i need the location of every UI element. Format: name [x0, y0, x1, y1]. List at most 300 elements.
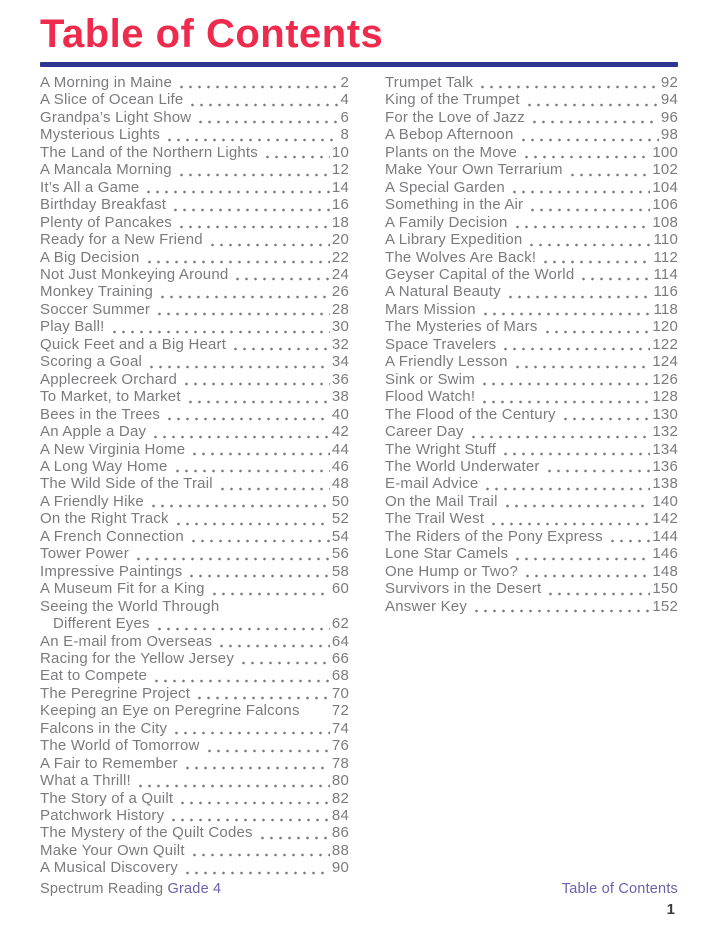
toc-entry-page: 86 — [331, 824, 349, 842]
toc-entry — [385, 441, 678, 458]
dot-leader — [210, 590, 330, 596]
toc-entry-page: 152 — [652, 597, 678, 615]
toc-entry-title: The Peregrine Project — [40, 684, 191, 702]
toc-entry-page: 150 — [652, 580, 678, 598]
dot-leader — [174, 520, 330, 526]
footer-section: Table of Contents — [561, 881, 678, 897]
toc-entry-title: A Library Expedition — [385, 231, 523, 249]
dot-leader — [501, 450, 650, 456]
toc-entry — [40, 685, 349, 702]
dot-leader — [217, 642, 330, 648]
toc-entry — [40, 772, 349, 789]
toc-entry-title: What a Thrill! — [40, 772, 131, 790]
dot-leader — [503, 502, 651, 508]
toc-entry-page: 14 — [331, 178, 349, 196]
toc-entry — [40, 161, 349, 178]
toc-entry — [385, 179, 678, 196]
toc-entry-title: Trumpet Talk — [385, 74, 474, 91]
toc-entry-title: Eat to Compete — [40, 667, 148, 685]
toc-entry — [40, 667, 349, 684]
toc-entry — [40, 720, 349, 737]
toc-entry-title: A Morning in Maine — [40, 74, 173, 91]
dot-leader — [149, 502, 330, 508]
dot-leader — [195, 694, 330, 700]
toc-entry-title: A Long Way Home — [40, 457, 168, 475]
dot-leader — [173, 467, 330, 473]
dot-leader — [186, 398, 330, 404]
toc-entry-title: Different Eyes — [53, 615, 150, 633]
toc-entry — [385, 74, 678, 91]
dot-leader — [177, 171, 330, 177]
toc-left-column — [40, 74, 349, 877]
toc-entry — [40, 249, 349, 266]
toc-entry-page: 76 — [331, 737, 349, 755]
toc-entry-title: It’s All a Game — [40, 178, 140, 196]
toc-entry-page: 100 — [652, 143, 678, 161]
toc-entry — [40, 475, 349, 492]
dot-leader — [169, 816, 330, 822]
footer-grade: Grade 4 — [167, 881, 222, 897]
dot-leader — [579, 275, 651, 281]
dot-leader — [561, 415, 651, 421]
toc-entry — [385, 598, 678, 615]
dot-leader — [472, 607, 650, 613]
toc-entry-page: 18 — [331, 213, 349, 231]
toc-entry-title: A Mancala Morning — [40, 161, 172, 179]
toc-entry — [40, 109, 349, 126]
toc-entry-page: 94 — [660, 91, 678, 109]
toc-entry — [385, 563, 678, 580]
toc-entry-title: Make Your Own Terrarium — [385, 161, 563, 179]
toc-entry — [385, 336, 678, 353]
toc-entry-page: 20 — [331, 231, 349, 249]
toc-entry-page: 22 — [331, 248, 349, 266]
toc-entry-page: 26 — [331, 283, 349, 301]
page-number: 1 — [666, 901, 675, 918]
toc-entry-title: Space Travelers — [385, 335, 497, 353]
toc-entry-title: Play Ball! — [40, 318, 105, 336]
toc-entry-page: 66 — [331, 649, 349, 667]
toc-entry-title: Something in the Air — [385, 196, 524, 214]
dot-leader — [165, 136, 338, 142]
toc-entry-page: 90 — [331, 859, 349, 877]
dot-leader — [513, 555, 650, 561]
toc-entry-page: 6 — [340, 108, 349, 126]
toc-entry-title: Bees in the Trees — [40, 405, 161, 423]
toc-entry-page: 34 — [331, 353, 349, 371]
dot-leader — [233, 275, 329, 281]
toc-entry-title: The Trail West — [385, 510, 485, 528]
toc-entry-title: A Big Decision — [40, 248, 140, 266]
toc-entry — [40, 388, 349, 405]
toc-entry — [385, 214, 678, 231]
toc-entry-title: Not Just Monkeying Around — [40, 265, 229, 283]
toc-entry-title: The Land of the Northern Lights — [40, 143, 259, 161]
page-content — [40, 0, 678, 877]
toc-entry — [385, 545, 678, 562]
toc-entry — [385, 371, 678, 388]
toc-entry — [40, 790, 349, 807]
dot-leader — [158, 293, 330, 299]
toc-entry — [385, 196, 678, 213]
toc-entry-title: The Flood of the Century — [385, 405, 556, 423]
toc-entry-title: Sink or Swim — [385, 370, 475, 388]
dot-leader — [263, 153, 330, 159]
toc-entry-title: Falcons in the City — [40, 719, 168, 737]
toc-entry-page: 118 — [653, 300, 678, 318]
toc-entry-title: A Bebop Afternoon — [385, 126, 514, 144]
toc-entry-page: 68 — [331, 667, 349, 685]
toc-entry-title: A New Virginia Home — [40, 440, 186, 458]
toc-entry-page: 104 — [652, 178, 678, 196]
dot-leader — [489, 520, 650, 526]
toc-entry-page: 98 — [660, 126, 678, 144]
dot-leader — [522, 153, 650, 159]
toc-entry — [40, 737, 349, 754]
toc-entry-page: 4 — [340, 91, 349, 109]
toc-entry — [40, 266, 349, 283]
dot-leader — [481, 310, 652, 316]
toc-entry-page: 50 — [331, 492, 349, 510]
toc-entry-title: The Wright Stuff — [385, 440, 497, 458]
toc-entry-page: 102 — [652, 161, 678, 179]
dot-leader — [258, 834, 330, 840]
dot-leader — [177, 83, 338, 89]
dot-leader — [155, 625, 330, 631]
toc-entry — [40, 650, 349, 667]
toc-entry-title: Answer Key — [385, 597, 468, 615]
toc-entry — [385, 528, 678, 545]
toc-entry-page: 144 — [652, 527, 678, 545]
page-title: Table of Contents — [40, 12, 384, 56]
toc-columns — [40, 74, 678, 877]
dot-leader — [205, 747, 330, 753]
toc-entry-page: 124 — [652, 353, 678, 371]
toc-entry — [385, 126, 678, 143]
toc-entry-page: 24 — [331, 265, 349, 283]
toc-entry-title: A Natural Beauty — [385, 283, 501, 301]
toc-entry-page: 58 — [331, 562, 349, 580]
dot-leader — [183, 764, 330, 770]
toc-entry-page: 92 — [660, 74, 678, 91]
toc-entry — [385, 475, 678, 492]
toc-entry-title: On the Mail Trail — [385, 492, 498, 510]
toc-entry — [40, 144, 349, 161]
toc-entry — [385, 301, 678, 318]
toc-entry-page: 84 — [331, 807, 349, 825]
toc-entry-page: 96 — [660, 108, 678, 126]
toc-entry — [385, 283, 678, 300]
dot-leader — [305, 712, 330, 718]
dot-leader — [218, 485, 330, 491]
toc-entry — [40, 633, 349, 650]
dot-leader — [187, 572, 330, 578]
dot-leader — [501, 345, 650, 351]
toc-entry-title: Tower Power — [40, 545, 129, 563]
toc-entry — [40, 493, 349, 510]
toc-entry-title: The Story of a Quilt — [40, 789, 174, 807]
toc-entry-page: 38 — [331, 388, 349, 406]
toc-entry — [385, 510, 678, 527]
toc-entry-page: 146 — [652, 545, 678, 563]
dot-leader — [190, 851, 330, 857]
toc-entry-title: For the Love of Jazz — [385, 108, 525, 126]
toc-entry-title: Survivors in the Desert — [385, 580, 542, 598]
dot-leader — [541, 258, 651, 264]
toc-entry-page: 80 — [331, 772, 349, 790]
footer — [40, 881, 678, 897]
toc-entry-page: 106 — [652, 196, 678, 214]
toc-entry-title: Plants on the Move — [385, 143, 518, 161]
toc-entry — [40, 615, 349, 632]
toc-entry-title: Racing for the Yellow Jersey — [40, 649, 235, 667]
toc-entry-title: Soccer Summer — [40, 300, 151, 318]
toc-entry — [385, 231, 678, 248]
toc-entry-page: 122 — [652, 335, 678, 353]
toc-entry — [40, 441, 349, 458]
toc-entry-page: 142 — [652, 510, 678, 528]
toc-entry-page: 108 — [652, 213, 678, 231]
toc-entry-page: 148 — [652, 562, 678, 580]
toc-entry-page: 62 — [331, 615, 349, 633]
dot-leader — [527, 241, 651, 247]
footer-book-title: Spectrum Reading — [40, 881, 164, 897]
dot-leader — [478, 83, 659, 89]
dot-leader — [136, 782, 330, 788]
toc-entry — [40, 755, 349, 772]
toc-entry — [40, 318, 349, 335]
toc-entry — [40, 336, 349, 353]
toc-entry-title: The Mysteries of Mars — [385, 318, 538, 336]
dot-leader — [196, 118, 338, 124]
dot-leader — [528, 206, 650, 212]
dot-leader — [189, 537, 330, 543]
toc-entry — [40, 196, 349, 213]
toc-entry-title: Seeing the World Through — [40, 597, 220, 615]
dot-leader — [155, 310, 330, 316]
toc-entry-page: 74 — [331, 719, 349, 737]
dot-leader — [147, 363, 330, 369]
toc-entry-title: A Friendly Lesson — [385, 353, 508, 371]
toc-entry — [40, 580, 349, 597]
toc-entry-title: A Family Decision — [385, 213, 508, 231]
dot-leader — [188, 101, 338, 107]
dot-leader — [519, 136, 659, 142]
toc-entry-page: 130 — [652, 405, 678, 423]
toc-entry — [385, 161, 678, 178]
toc-entry — [40, 458, 349, 475]
toc-entry-page: 2 — [340, 74, 349, 91]
dot-leader — [172, 729, 330, 735]
toc-entry — [40, 545, 349, 562]
dot-leader — [134, 555, 330, 561]
toc-entry-page: 54 — [331, 527, 349, 545]
toc-entry-title: King of the Trumpet — [385, 91, 520, 109]
dot-leader — [568, 171, 651, 177]
toc-entry-title: Applecreek Orchard — [40, 370, 177, 388]
toc-entry-page: 10 — [331, 143, 349, 161]
toc-entry — [40, 214, 349, 231]
dot-leader — [513, 223, 651, 229]
toc-entry-title: An Apple a Day — [40, 423, 147, 441]
toc-entry-title: One Hump or Two? — [385, 562, 518, 580]
dot-leader — [525, 101, 659, 107]
toc-entry-page: 40 — [331, 405, 349, 423]
toc-entry — [385, 458, 678, 475]
dot-leader — [545, 467, 651, 473]
dot-leader — [177, 223, 330, 229]
toc-entry-title: Geyser Capital of the World — [385, 265, 575, 283]
dot-leader — [145, 258, 330, 264]
dot-leader — [151, 433, 330, 439]
toc-entry — [40, 423, 349, 440]
footer-book-info — [40, 881, 221, 897]
toc-entry-title: Birthday Breakfast — [40, 196, 167, 214]
dot-leader — [208, 241, 330, 247]
toc-entry — [385, 109, 678, 126]
toc-entry-page: 12 — [331, 161, 349, 179]
toc-entry-page: 16 — [331, 196, 349, 214]
toc-entry — [40, 231, 349, 248]
toc-entry — [385, 318, 678, 335]
toc-entry-page: 46 — [331, 457, 349, 475]
dot-leader — [480, 380, 650, 386]
toc-entry — [385, 144, 678, 161]
toc-entry-title: A Slice of Ocean Life — [40, 91, 184, 109]
toc-entry — [40, 528, 349, 545]
dot-leader — [483, 485, 650, 491]
toc-entry-page: 64 — [331, 632, 349, 650]
dot-leader — [144, 188, 329, 194]
toc-entry — [385, 91, 678, 108]
dot-leader — [543, 328, 651, 334]
dot-leader — [165, 415, 330, 421]
toc-entry-title: Make Your Own Quilt — [40, 841, 185, 859]
toc-entry — [40, 842, 349, 859]
toc-entry-page: 112 — [653, 248, 678, 266]
toc-entry-title: The Wild Side of the Trail — [40, 475, 213, 493]
toc-entry-title: Keeping an Eye on Peregrine Falcons — [40, 702, 300, 720]
dot-leader — [110, 328, 330, 334]
toc-entry — [40, 510, 349, 527]
toc-entry-page: 134 — [652, 440, 678, 458]
toc-entry-page: 136 — [652, 457, 678, 475]
toc-entry — [40, 91, 349, 108]
toc-entry — [40, 406, 349, 423]
dot-leader — [231, 345, 330, 351]
toc-entry — [40, 74, 349, 91]
toc-entry-title: A Museum Fit for a King — [40, 580, 205, 598]
dot-leader — [523, 572, 650, 578]
toc-entry — [40, 126, 349, 143]
toc-entry — [40, 563, 349, 580]
toc-entry-page: 126 — [652, 370, 678, 388]
dot-leader — [190, 450, 330, 456]
toc-entry-page: 8 — [340, 126, 349, 144]
toc-entry-page: 48 — [331, 475, 349, 493]
toc-entry-title: A Fair to Remember — [40, 754, 178, 772]
toc-entry — [40, 702, 349, 719]
toc-entry-page: 28 — [331, 300, 349, 318]
toc-entry-title: Scoring a Goal — [40, 353, 143, 371]
toc-entry-title: The Wolves Are Back! — [385, 248, 537, 266]
toc-entry-page: 30 — [331, 318, 349, 336]
dot-leader — [506, 293, 652, 299]
toc-right-column — [385, 74, 678, 877]
toc-entry — [385, 249, 678, 266]
toc-entry-page: 60 — [331, 580, 349, 598]
toc-entry-page: 42 — [331, 423, 349, 441]
toc-entry-page: 56 — [331, 545, 349, 563]
toc-entry-page: 114 — [653, 265, 678, 283]
toc-entry-title: Mars Mission — [385, 300, 476, 318]
toc-entry-title: An E-mail from Overseas — [40, 632, 213, 650]
toc-entry-page: 36 — [331, 370, 349, 388]
toc-entry-title: Impressive Paintings — [40, 562, 183, 580]
toc-entry-title: Ready for a New Friend — [40, 231, 203, 249]
toc-entry-title: A Friendly Hike — [40, 492, 144, 510]
toc-entry — [40, 371, 349, 388]
toc-entry-title: The World of Tomorrow — [40, 737, 200, 755]
dot-leader — [608, 537, 651, 543]
toc-entry-title: Monkey Training — [40, 283, 154, 301]
toc-entry — [40, 807, 349, 824]
toc-entry-title: A Musical Discovery — [40, 859, 179, 877]
toc-entry-title: To Market, to Market — [40, 388, 181, 406]
dot-leader — [530, 118, 659, 124]
dot-leader — [183, 869, 330, 875]
toc-entry-title: Career Day — [385, 423, 464, 441]
dot-leader — [546, 590, 650, 596]
toc-entry — [385, 406, 678, 423]
dot-leader — [182, 380, 330, 386]
toc-entry-page: 110 — [653, 231, 678, 249]
toc-entry-title: A Special Garden — [385, 178, 505, 196]
toc-entry-page: 88 — [331, 841, 349, 859]
toc-entry-title: Lone Star Camels — [385, 545, 509, 563]
toc-entry — [385, 423, 678, 440]
toc-entry-page: 32 — [331, 335, 349, 353]
toc-entry — [385, 493, 678, 510]
toc-entry — [40, 824, 349, 841]
toc-entry-title: Grandpa’s Light Show — [40, 108, 192, 126]
dot-leader — [178, 799, 330, 805]
toc-entry — [40, 598, 349, 615]
toc-entry — [385, 353, 678, 370]
toc-entry-page: 82 — [331, 789, 349, 807]
toc-entry-page: 132 — [652, 423, 678, 441]
dot-leader — [513, 363, 651, 369]
toc-entry-page: 140 — [652, 492, 678, 510]
toc-entry — [40, 283, 349, 300]
toc-entry-page: 78 — [331, 754, 349, 772]
toc-entry — [40, 859, 349, 876]
toc-entry-title: Mysterious Lights — [40, 126, 161, 144]
toc-entry-page: 116 — [653, 283, 678, 301]
toc-entry — [40, 353, 349, 370]
title-rule — [40, 62, 678, 67]
toc-entry-title: Patchwork History — [40, 807, 165, 825]
toc-entry-page: 120 — [652, 318, 678, 336]
dot-leader — [510, 188, 650, 194]
dot-leader — [480, 398, 650, 404]
toc-entry-page: 72 — [331, 702, 349, 720]
dot-leader — [152, 677, 330, 683]
toc-entry-page: 128 — [652, 388, 678, 406]
toc-entry — [40, 179, 349, 196]
toc-entry-title: The Mystery of the Quilt Codes — [40, 824, 253, 842]
toc-entry-title: Quick Feet and a Big Heart — [40, 335, 227, 353]
